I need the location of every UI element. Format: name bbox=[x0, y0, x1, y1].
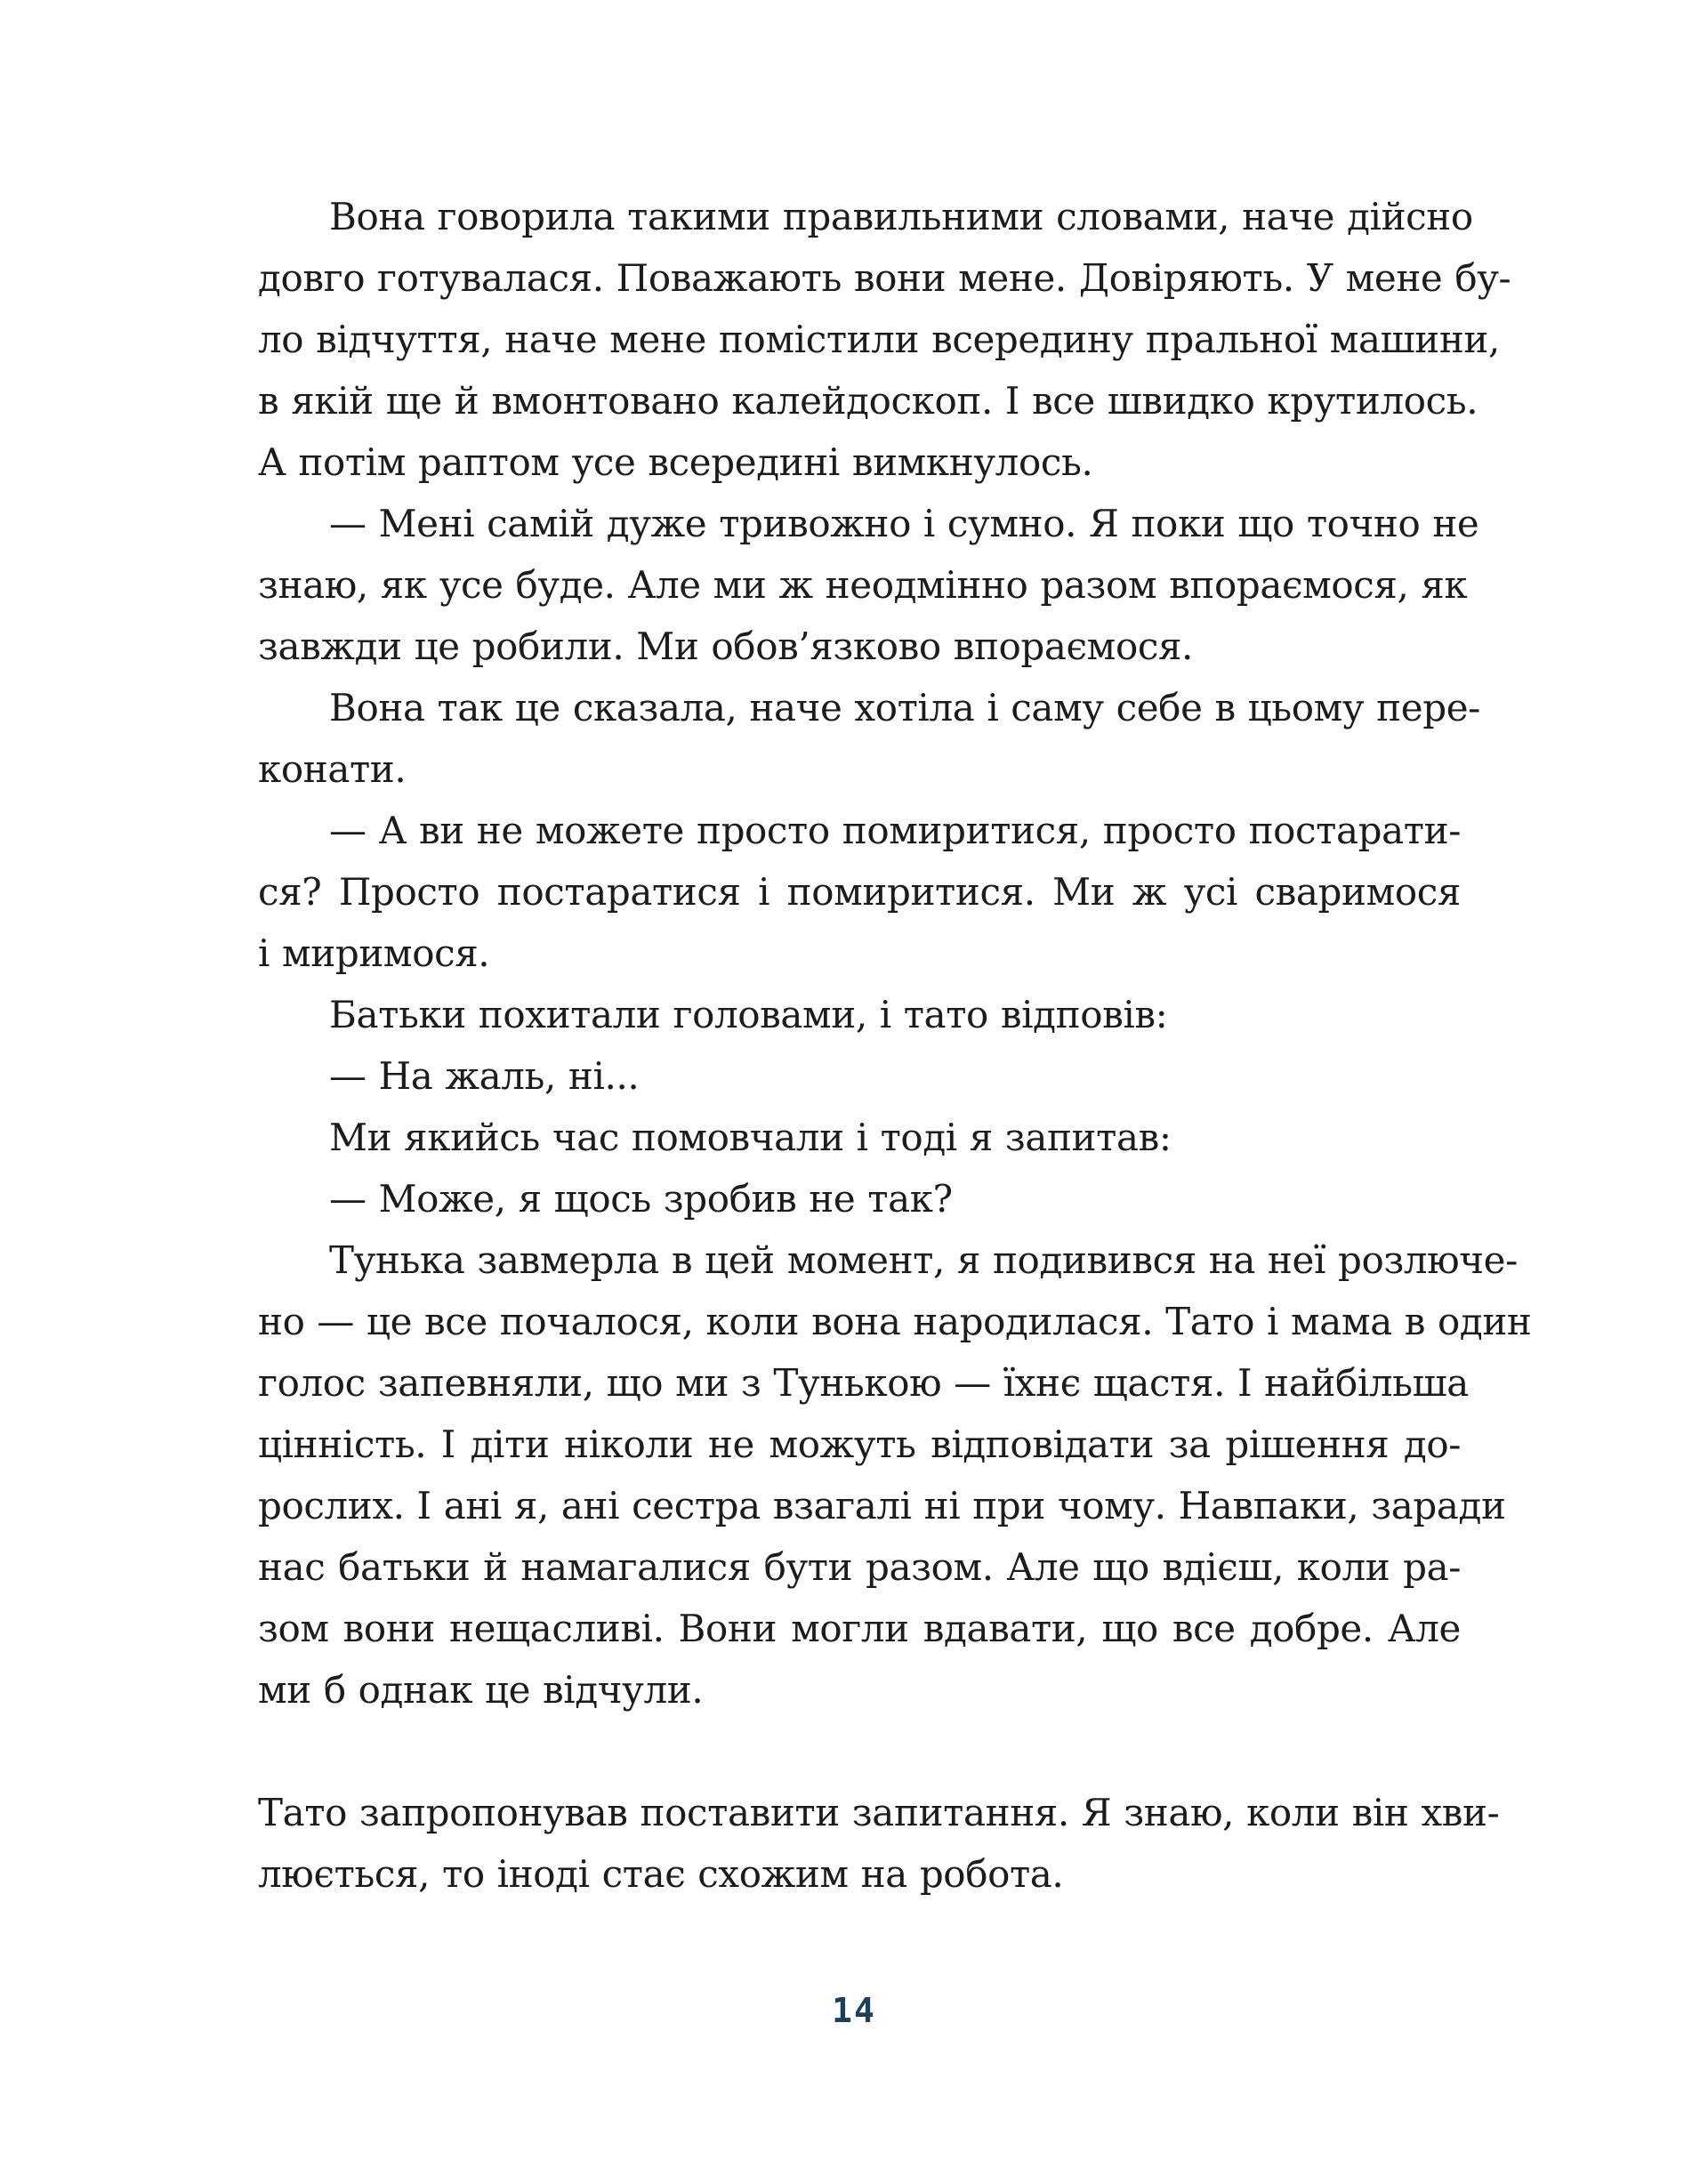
body-text bbox=[258, 0, 1532, 1957]
text-line: ло відчуття, наче мене помістили всередину пральної машини, bbox=[258, 318, 1500, 361]
text-line: А потім раптом усе всередині вимкнулось. bbox=[258, 440, 1093, 484]
text-line: Вона так це сказала, наче хотіла і саму себе в цьому пере- bbox=[329, 686, 1480, 729]
text-line: рослих. І ані я, ані сестра взагалі ні при чому. Навпаки, заради bbox=[258, 1484, 1506, 1527]
text-line: ся? Просто постаратися і помиритися. Ми ж усі сваримося bbox=[258, 870, 1461, 914]
text-line: в якій ще й вмонтовано калейдоскоп. І все швидко крутилось. bbox=[258, 379, 1478, 423]
text-line: знаю, як усе буде. Але ми ж неодмінно разом впораємося, як bbox=[258, 563, 1468, 607]
text-line: Тунька завмерла в цей момент, я подивився на неї розлюче- bbox=[329, 1238, 1518, 1282]
text-line: Ми якийсь час помовчали і тоді я запитав: bbox=[329, 1116, 1172, 1159]
text-line: — Мені самій дуже тривожно і сумно. Я поки що точно не bbox=[329, 502, 1479, 545]
text-line: завжди це робили. Ми обов’язково впораємося. bbox=[258, 625, 1193, 668]
text-line: зом вони нещасливі. Вони могли вдавати, що все добре. Але bbox=[258, 1607, 1461, 1650]
text-line: довго готувалася. Поважають вони мене. Довіряють. У мене бу- bbox=[258, 256, 1511, 300]
text-line: голос запевняли, що ми з Тунькою — їхнє щастя. І найбільша bbox=[258, 1361, 1469, 1405]
text-line: ми б однак це відчули. bbox=[258, 1668, 704, 1712]
text-line: — Може, я щось зробив не так? bbox=[329, 1177, 953, 1221]
text-line: люється, то іноді стає схожим на робота. bbox=[258, 1852, 1064, 1896]
text-line: конати. bbox=[258, 747, 407, 791]
text-line: нас батьки й намагалися бути разом. Але що вдієш, коли ра- bbox=[258, 1545, 1461, 1589]
page-number: 14 bbox=[832, 1991, 876, 2030]
text-line: Тато запропонував поставити запитання. Я знаю, коли він хви- bbox=[258, 1791, 1500, 1834]
text-line: Батьки похитали головами, і тато відповів: bbox=[329, 993, 1168, 1036]
text-line: Вона говорила такими правильними словами, наче дійсно bbox=[329, 195, 1473, 238]
text-line: і миримося. bbox=[258, 931, 490, 975]
text-line: — А ви не можете просто помиритися, просто постарати- bbox=[329, 809, 1461, 852]
text-line: цінність. І діти ніколи не можуть відповідати за рішення до- bbox=[258, 1423, 1461, 1466]
text-line: — На жаль, ні... bbox=[329, 1054, 640, 1098]
text-line: но — це все почалося, коли вона народилася. Тато і мама в один bbox=[258, 1300, 1532, 1343]
